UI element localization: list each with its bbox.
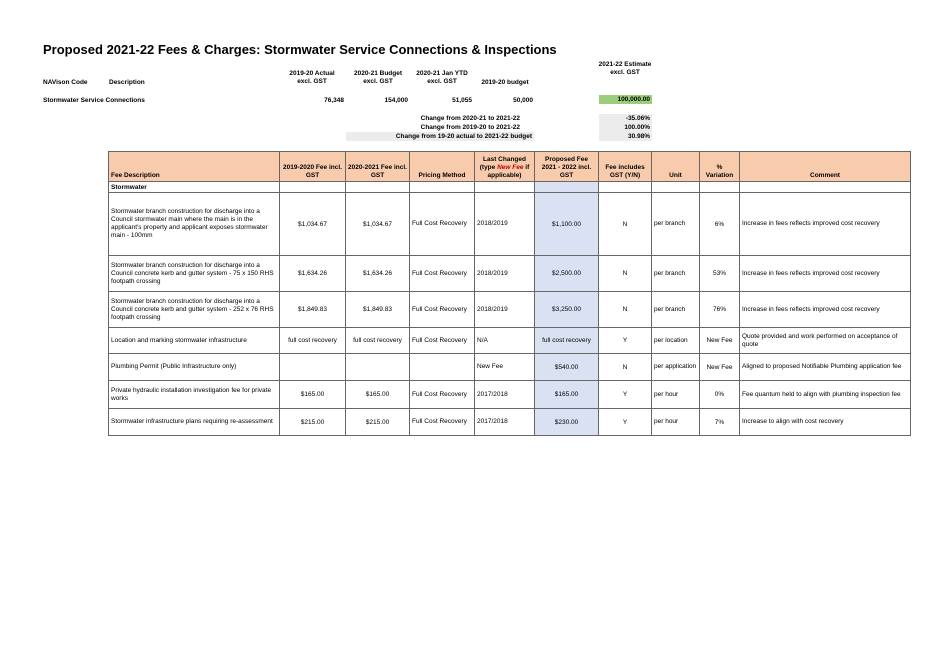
- col-comment: Comment: [740, 152, 911, 182]
- cell-pricing-method: Full Cost Recovery: [410, 193, 475, 256]
- navision-code-header: NAVison Code: [43, 79, 88, 86]
- ytd-2021-header: 2020-21 Jan YTD excl. GST: [416, 70, 468, 85]
- col-pricing-method: Pricing Method: [410, 152, 475, 182]
- cell-pricing-method: Full Cost Recovery: [410, 409, 475, 436]
- cell-fee-2021: $1,849.83: [346, 292, 410, 328]
- cell-pricing-method: Full Cost Recovery: [410, 292, 475, 328]
- cell-variation: 53%: [700, 256, 740, 292]
- cell-unit: per hour: [652, 381, 700, 409]
- table-header-row: [109, 152, 911, 182]
- table-row: [109, 328, 911, 354]
- cell-variation: New Fee: [700, 328, 740, 354]
- cell-last-changed: 2017/2018: [475, 381, 535, 409]
- col-variation: % Variation: [700, 152, 740, 182]
- change-label-3: Change from 19-20 actual to 2021-22 budget: [346, 132, 534, 141]
- cell-fee-description: Private hydraulic installation investigation fee for private works: [109, 381, 280, 409]
- cell-comment: Fee quantum held to align with plumbing inspection fee: [740, 381, 911, 409]
- col-fee-description: Fee Description: [109, 152, 280, 182]
- col-proposed-fee: Proposed Fee 2021 - 2022 incl. GST: [535, 152, 599, 182]
- table-row: [109, 292, 911, 328]
- cell-unit: per application: [652, 354, 700, 381]
- cell-proposed-fee: $230.00: [535, 409, 599, 436]
- change-value-1: -35.06%: [599, 114, 652, 123]
- cell-proposed-fee: full cost recovery: [535, 328, 599, 354]
- section-label: Stormwater: [109, 182, 280, 193]
- estimate-2122-header: 2021-22 Estimate excl. GST: [598, 61, 652, 76]
- change-label-2: Change from 2019-20 to 2021-22: [420, 124, 520, 131]
- cell-variation: 6%: [700, 193, 740, 256]
- cell-fee-1920: $165.00: [280, 381, 346, 409]
- cell-fee-2021: [346, 354, 410, 381]
- cell-proposed-fee: $540.00: [535, 354, 599, 381]
- cell-fee-1920: $215.00: [280, 409, 346, 436]
- cell-fee-description: Stormwater branch construction for discharge into a Council stormwater main where the main is in the applicant's property and applicant exposes stormwater main - 100mm: [109, 193, 280, 256]
- table-row: [109, 381, 911, 409]
- cell-pricing-method: Full Cost Recovery: [410, 381, 475, 409]
- col-fee-2021: 2020-2021 Fee incl. GST: [346, 152, 410, 182]
- table-row: [109, 193, 911, 256]
- table-row: [109, 409, 911, 436]
- change-value-3: 30.98%: [599, 132, 652, 141]
- cell-includes-gst: Y: [599, 409, 652, 436]
- cell-fee-1920: $1,034.67: [280, 193, 346, 256]
- summary-budget: 154,000: [384, 97, 408, 104]
- cell-includes-gst: N: [599, 193, 652, 256]
- summary-ytd: 51,055: [452, 97, 472, 104]
- cell-proposed-fee: $1,100.00: [535, 193, 599, 256]
- cell-fee-1920: [280, 354, 346, 381]
- change-value-2: 100.00%: [599, 123, 652, 132]
- cell-proposed-fee: $2,500.00: [535, 256, 599, 292]
- cell-last-changed: New Fee: [475, 354, 535, 381]
- last-changed-text-a: Last Changed (type: [479, 156, 526, 171]
- summary-actual: 76,348: [324, 97, 344, 104]
- cell-last-changed: N/A: [475, 328, 535, 354]
- cell-last-changed: 2018/2019: [475, 193, 535, 256]
- cell-fee-description: Plumbing Permit (Public Infrastructure only): [109, 354, 280, 381]
- budget-1920-header: 2019-20 budget: [481, 79, 529, 86]
- cell-comment: Increase to align with cost recovery: [740, 409, 911, 436]
- cell-unit: per branch: [652, 256, 700, 292]
- cell-proposed-fee: $3,250.00: [535, 292, 599, 328]
- cell-fee-description: Stormwater branch construction for discharge into a Council concrete kerb and gutter system - 75 x 150 RHS footpath crossing: [109, 256, 280, 292]
- cell-proposed-fee: $165.00: [535, 381, 599, 409]
- cell-fee-2021: $1,634.26: [346, 256, 410, 292]
- cell-fee-description: Stormwater infrastructure plans requiring re-assessment: [109, 409, 280, 436]
- cell-comment: Quote provided and work performed on acceptance of quote: [740, 328, 911, 354]
- actual-1920-header: 2019-20 Actual excl. GST: [289, 70, 335, 85]
- cell-includes-gst: Y: [599, 328, 652, 354]
- cell-fee-description: Stormwater branch construction for discharge into a Council concrete kerb and gutter system - 252 x 76 RHS footpath crossing: [109, 292, 280, 328]
- col-unit: Unit: [652, 152, 700, 182]
- cell-pricing-method: [410, 354, 475, 381]
- cell-comment: Increase in fees reflects improved cost recovery: [740, 292, 911, 328]
- cell-fee-1920: $1,634.26: [280, 256, 346, 292]
- cell-pricing-method: Full Cost Recovery: [410, 328, 475, 354]
- table-row: [109, 354, 911, 381]
- budget-2021-header: 2020-21 Budget excl. GST: [353, 70, 403, 85]
- cell-last-changed: 2018/2019: [475, 292, 535, 328]
- cell-unit: per branch: [652, 193, 700, 256]
- summary-budget-1920: 50,000: [513, 97, 533, 104]
- table-row: [109, 256, 911, 292]
- cell-last-changed: 2017/2018: [475, 409, 535, 436]
- summary-description: Stormwater Service Connections: [43, 97, 145, 104]
- cell-fee-1920: $1,849.83: [280, 292, 346, 328]
- change-label-1: Change from 2020-21 to 2021-22: [420, 115, 520, 122]
- page-title: Proposed 2021-22 Fees & Charges: Stormwater Service Connections & Inspections: [43, 42, 557, 57]
- cell-unit: per location: [652, 328, 700, 354]
- fees-table: [108, 151, 911, 436]
- cell-comment: Aligned to proposed Notifiable Plumbing application fee: [740, 354, 911, 381]
- cell-comment: Increase in fees reflects improved cost recovery: [740, 256, 911, 292]
- last-changed-new-fee: New Fee: [497, 164, 524, 171]
- cell-last-changed: 2018/2019: [475, 256, 535, 292]
- cell-fee-2021: full cost recovery: [346, 328, 410, 354]
- cell-unit: per hour: [652, 409, 700, 436]
- cell-fee-1920: full cost recovery: [280, 328, 346, 354]
- last-changed-text-b: if applicable): [487, 164, 530, 179]
- cell-includes-gst: N: [599, 256, 652, 292]
- cell-fee-2021: $1,034.67: [346, 193, 410, 256]
- cell-fee-2021: $215.00: [346, 409, 410, 436]
- cell-variation: 0%: [700, 381, 740, 409]
- section-row: [109, 182, 911, 193]
- cell-variation: New Fee: [700, 354, 740, 381]
- cell-variation: 76%: [700, 292, 740, 328]
- description-header: Description: [109, 79, 145, 86]
- cell-includes-gst: Y: [599, 381, 652, 409]
- cell-fee-description: Location and marking stormwater infrastructure: [109, 328, 280, 354]
- cell-pricing-method: Full Cost Recovery: [410, 256, 475, 292]
- col-includes-gst: Fee includes GST (Y/N): [599, 152, 652, 182]
- cell-fee-2021: $165.00: [346, 381, 410, 409]
- cell-variation: 7%: [700, 409, 740, 436]
- col-last-changed: [475, 152, 535, 182]
- cell-includes-gst: N: [599, 292, 652, 328]
- summary-estimate: 100,000.00: [599, 95, 652, 104]
- cell-unit: per branch: [652, 292, 700, 328]
- cell-includes-gst: N: [599, 354, 652, 381]
- cell-comment: Increase in fees reflects improved cost recovery: [740, 193, 911, 256]
- col-fee-1920: 2019-2020 Fee incl. GST: [280, 152, 346, 182]
